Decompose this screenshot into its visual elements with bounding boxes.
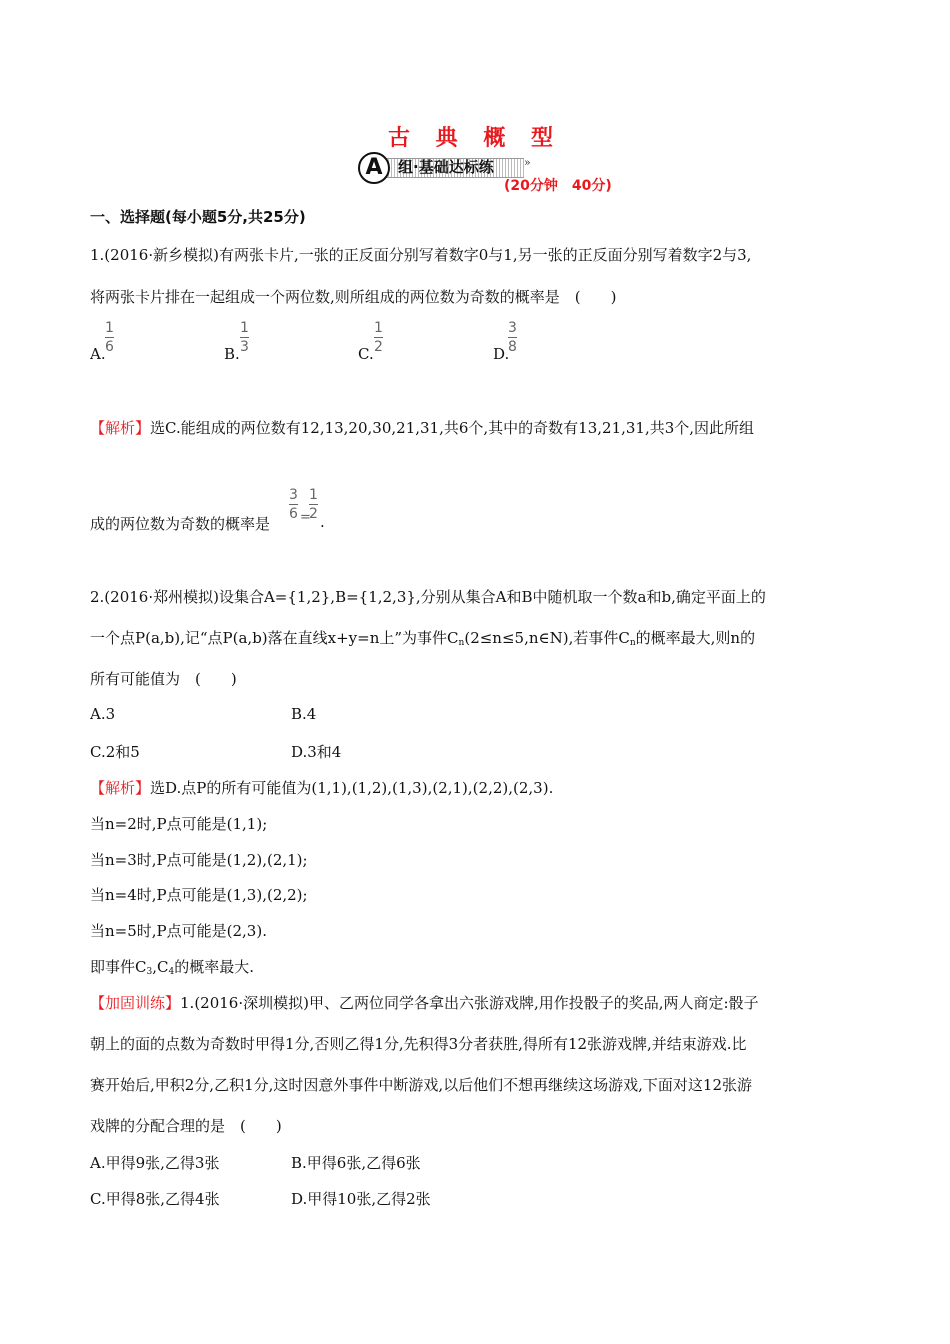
fraction-denominator: 6 [105,339,114,355]
q1-option-c-fraction [374,320,383,355]
extra-text: 1.(2016·深圳模拟)甲、乙两位同学各拿出六张游戏牌,用作投骰子的奖品,两人商定:骰子 [180,994,759,1012]
fraction-bar [240,337,249,338]
extra-option-a: A.甲得9张,乙得3张 [90,1154,220,1172]
q1-analysis-period: . [320,513,325,531]
fraction-bar [105,337,114,338]
badge-label: 组·基础达标练 [398,158,494,176]
q1-option-d-label: D. [493,345,510,363]
badge-letter: A [358,152,390,184]
fraction-denominator: 6 [289,506,298,522]
q2-line2-part: 一个点P(a,b),记“点P(a,b)落在直线x+y=n上”为事件C [90,629,459,647]
q1-analysis-fraction-2 [309,487,318,522]
q2-analysis-line1 [90,777,553,798]
subscript: 3 [146,967,153,977]
fraction-denominator: 8 [508,339,517,355]
q1-option-b-label: B. [224,345,240,363]
extra-line4: 戏牌的分配合理的是 ( ) [90,1117,282,1135]
fraction-bar [374,337,383,338]
fraction-numerator: 1 [240,320,249,336]
fraction-numerator: 1 [105,320,114,336]
q2-analysis-line6 [90,956,254,977]
q2-analysis-line4: 当n=4时,P点可能是(1,3),(2,2); [90,886,308,904]
q1-option-a-label: A. [90,345,106,363]
q1-analysis-line2: 成的两位数为奇数的概率是 [90,515,271,533]
q2-option-b: B.4 [291,705,317,723]
extra-option-d: D.甲得10张,乙得2张 [291,1190,431,1208]
q1-option-c-label: C. [358,345,374,363]
subscript: 4 [168,967,175,977]
q2-line2 [90,627,755,648]
analysis-tag: 【解析】 [90,419,151,437]
q2-analysis-line3: 当n=3时,P点可能是(1,2),(2,1); [90,851,308,869]
analysis-tag: 【解析】 [90,779,151,797]
analysis-text: 选D.点P的所有可能值为(1,1),(1,2),(1,3),(2,1),(2,2),(2,3). [150,779,554,797]
q1-option-b-fraction [240,320,249,355]
fraction-numerator: 3 [289,487,298,503]
q2-analysis-line5: 当n=5时,P点可能是(2,3). [90,922,267,940]
q2-option-d: D.3和4 [291,743,342,761]
q2-line3: 所有可能值为 ( ) [90,670,237,688]
fraction-numerator: 3 [508,320,517,336]
extra-tag: 【加固训练】 [90,994,181,1012]
section-heading: 一、选择题(每小题5分,共25分) [90,208,306,226]
timing-note: (20分钟 40分) [504,178,612,194]
fraction-denominator: 2 [309,506,318,522]
fraction-denominator: 2 [374,339,383,355]
analysis-text: 选C.能组成的两位数有12,13,20,30,21,31,共6个,其中的奇数有13,21,31,共3个,因此所组 [150,419,755,437]
q1-analysis-fraction-1 [289,487,298,522]
extra-option-c: C.甲得8张,乙得4张 [90,1190,220,1208]
q1-option-a-fraction [105,320,114,355]
page-title: 古 典 概 型 [388,126,562,151]
q1-option-d-fraction [508,320,517,355]
q2-line2-part: (2≤n≤5,n∈N),若事件C [464,629,630,647]
fraction-denominator: 3 [240,339,249,355]
q1-line1: 1.(2016·新乡模拟)有两张卡片,一张的正反面分别写着数字0与1,另一张的正反面分别写着数字2与3, [90,246,752,264]
text-part: 的概率最大. [174,958,254,976]
fraction-bar [309,504,318,505]
extra-line2: 朝上的面的点数为奇数时甲得1分,否则乙得1分,先积得3分者获胜,得所有12张游戏牌,并结束游戏.比 [90,1035,747,1053]
q2-line1: 2.(2016·郑州模拟)设集合A={1,2},B={1,2,3},分别从集合A和B中随机取一个数a和b,确定平面上的 [90,588,766,606]
q2-analysis-line2: 当n=2时,P点可能是(1,1); [90,815,268,833]
extra-line1 [90,992,759,1013]
fraction-numerator: 1 [374,320,383,336]
q2-subscript: n [458,638,465,648]
q2-option-c: C.2和5 [90,743,140,761]
extra-line3: 赛开始后,甲积2分,乙积1分,这时因意外事件中断游戏,以后他们不想再继续这场游戏,下面对这12张游 [90,1076,753,1094]
fraction-bar [508,337,517,338]
badge-arrow-icon: » [524,156,531,169]
q2-option-a: A.3 [90,705,116,723]
q1-line2: 将两张卡片排在一起组成一个两位数,则所组成的两位数为奇数的概率是 ( ) [90,288,617,306]
fraction-numerator: 1 [309,487,318,503]
extra-option-b: B.甲得6张,乙得6张 [291,1154,421,1172]
q2-subscript: n [629,638,636,648]
fraction-bar [289,504,298,505]
q2-line2-part: 的概率最大,则n的 [635,629,756,647]
q1-analysis-equals: = [300,510,311,525]
text-part: ,C [152,958,169,976]
text-part: 即事件C [90,958,147,976]
q1-analysis-line1 [90,417,754,438]
